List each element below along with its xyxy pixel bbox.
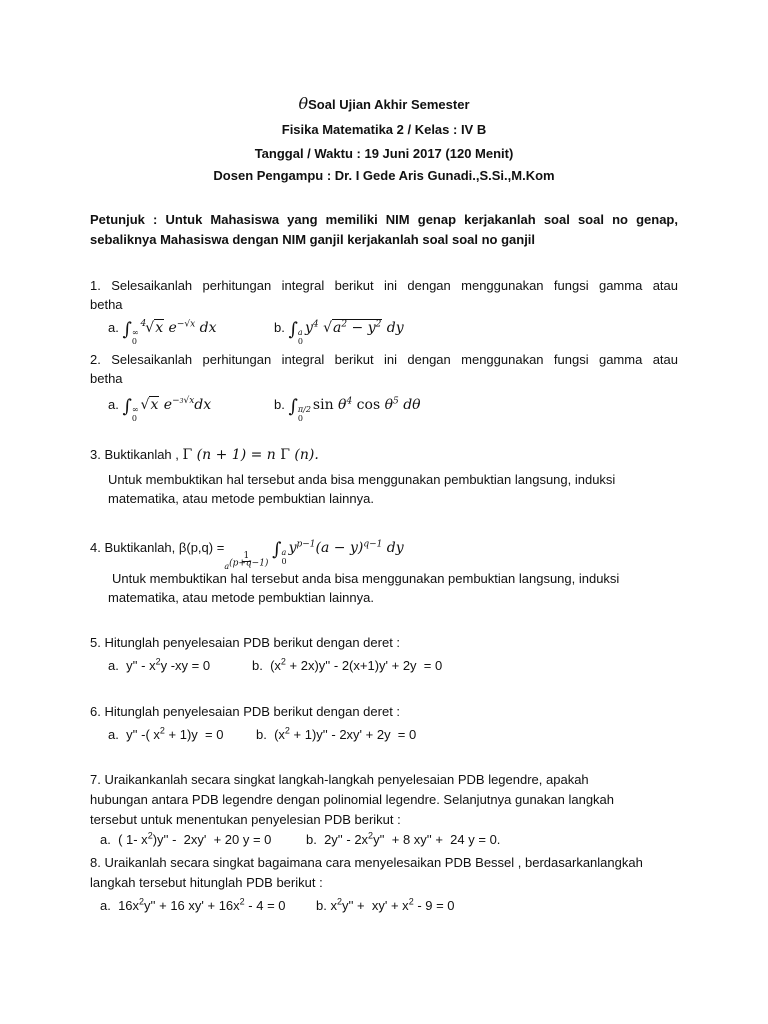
q3-note-line-1: Untuk membuktikan hal tersebut anda bisa menggunakan pembuktian langsung, induksi xyxy=(108,472,616,487)
q1-part-a: a. ∫ ∞ 0 $^4$√x $e^{-√x}$ dx xyxy=(108,319,217,346)
q1-text-line-1: 1. Selesaikanlah perhitungan integral berikut ini dengan menggunakan fungsi gamma atau xyxy=(90,278,678,293)
q2-part-a: a. ∫ ∞ 0 √x $e^{-3√x}dx$ xyxy=(108,396,212,423)
course-line: Fisika Matematika 2 / Kelas : IV B xyxy=(281,122,487,137)
q2-text-line-1: 2. Selesaikanlah perhitungan integral berikut ini dengan menggunakan fungsi gamma atau xyxy=(90,352,678,367)
instructions-line-1: Petunjuk : Untuk Mahasiswa yang memiliki NIM genap kerjakanlah soal soal no genap, xyxy=(90,212,678,227)
q5-part-a: a. y'' - $x^2y$ -xy = 0 xyxy=(108,656,211,673)
lecturer-line: Dosen Pengampu : Dr. I Gede Aris Gunadi.,S.Si.,M.Kom xyxy=(213,168,555,183)
q4-note-line-2: matematika, atau metode pembuktian lainnya. xyxy=(108,590,374,605)
date-line: Tanggal / Waktu : 19 Juni 2017 (120 Menit) xyxy=(254,146,514,161)
q7-text-line-3: tersebut untuk menentukan penyelesian PDB berikut : xyxy=(90,812,401,827)
q5-part-b: b. $(x^2 + 2x)y'' - 2(x+1)y' + 2y = 0$ xyxy=(252,656,443,673)
q2-part-b: b. ∫ π/2 0 $\sin \theta^4$ $\cos \theta^5$ dθ xyxy=(274,396,421,423)
theta-symbol: θ xyxy=(298,94,309,113)
q2-text-line-2: betha xyxy=(90,371,123,386)
q3-statement: 3. Buktikanlah , Γ (n + 1) = n Γ (n). xyxy=(90,447,319,463)
exam-title: θSoal Ujian Akhir Semester xyxy=(298,94,470,113)
q8-part-b: b. $x^2y'' + xy' + x^2 - 9 = 0$ xyxy=(316,896,455,913)
q7-part-a: a. ( 1- $x^2)y'' - 2xy' + 20$ y = 0 xyxy=(100,830,272,847)
q4-statement: 4. Buktikanlah, β(p,q) = $\frac{1}{a^{(p+q-1)}}$ ∫ a 0 $y^{p-1}(a - y)^{q-1}$ dy xyxy=(90,539,404,571)
q6-part-a: a. y'' -( $x^2 + 1)y = 0$ xyxy=(108,725,224,742)
q7-text-line-2: hubungan antara PDB legendre dengan polinomial legendre. Selanjutnya gunakan langkah xyxy=(90,792,615,807)
q6-text: 6. Hitunglah penyelesaian PDB berikut dengan deret : xyxy=(90,704,401,719)
q8-part-a: a. $16x^2y'' + 16$ $xy' + 16x^2 - 4 = 0$ xyxy=(100,896,286,913)
q7-part-b: b. $2y'' - 2x^2y'' + 8$ xy'' + 24 y = 0. xyxy=(306,830,501,847)
q8-text-line-1: 8. Uraikanlah secara singkat bagaimana cara menyelesaikan PDB Bessel , berdasarkanlangkah xyxy=(90,855,643,870)
q1-text-line-2: betha xyxy=(90,297,123,312)
q1-part-b: b. ∫ a 0 $y^4$ $√a^2 - y^2$ dy xyxy=(274,319,404,346)
q5-text: 5. Hitunglah penyelesaian PDB berikut dengan deret : xyxy=(90,635,401,650)
q7-text-line-1: 7. Uraikankanlah secara singkat langkah-langkah penyelesaian PDB legendre, apakah xyxy=(90,772,589,787)
q3-note-line-2: matematika, atau metode pembuktian lainnya. xyxy=(108,491,374,506)
q6-part-b: b. $(x^2 + 1)y'' - 2xy' + 2y = 0$ xyxy=(256,725,417,742)
q4-note-line-1: Untuk membuktikan hal tersebut anda bisa menggunakan pembuktian langsung, induksi xyxy=(112,571,620,586)
q8-text-line-2: langkah tersebut hitunglah PDB berikut : xyxy=(90,875,323,890)
instructions-line-2: sebaliknya Mahasiswa dengan NIM ganjil kerjakanlah soal soal no ganjil xyxy=(90,232,536,247)
